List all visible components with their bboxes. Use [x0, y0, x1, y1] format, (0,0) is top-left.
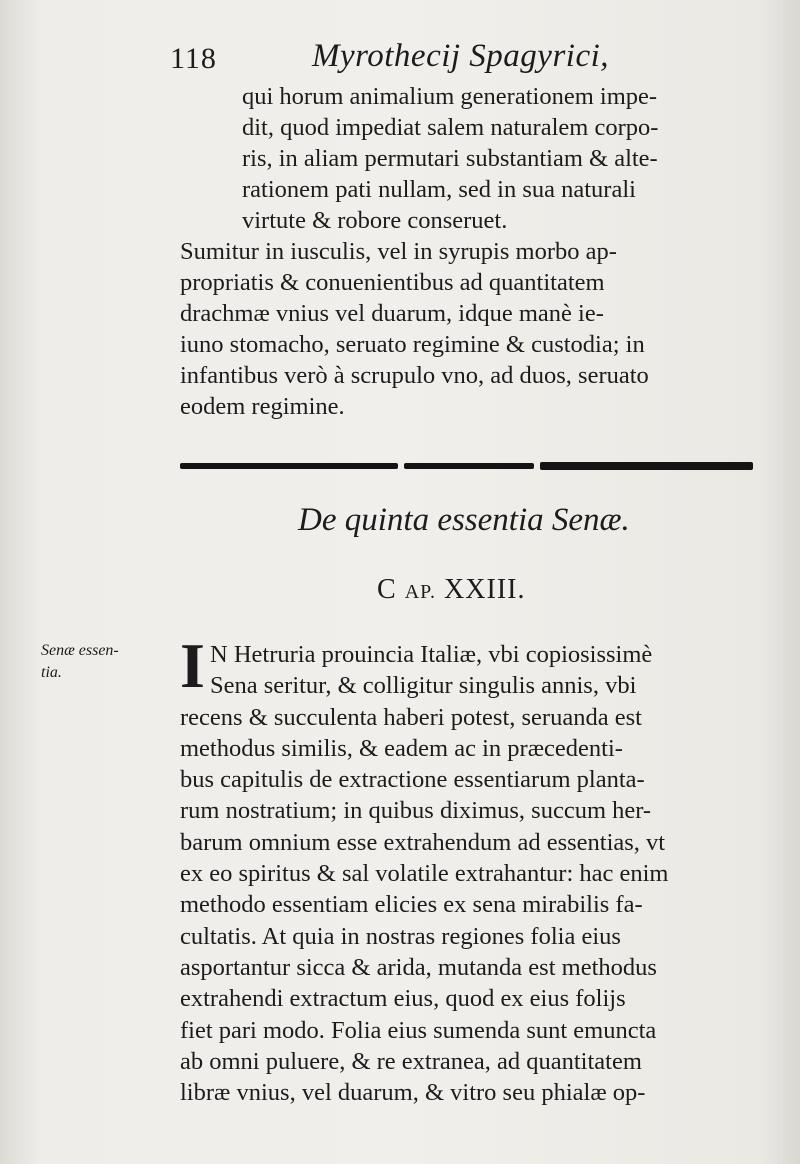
text-line: libræ vnius, vel duarum, & vitro seu phialæ op-	[180, 1079, 646, 1107]
divider-segment	[180, 463, 398, 469]
text-line: infantibus verò à scrupulo vno, ad duos, seruato	[180, 362, 649, 389]
paragraph-continued	[242, 81, 762, 236]
text-line: asportantur sicca & arida, mutanda est methodus	[180, 953, 657, 981]
margin-note	[41, 640, 171, 684]
text-line: barum omnium esse extrahendum ad essentias, vt	[180, 828, 666, 856]
text-line: rum nostratium; in quibus diximus, succum her-	[180, 797, 652, 825]
divider-segment	[540, 462, 753, 470]
text-line: Sena seritur, & colligitur singulis annis, vbi	[210, 672, 637, 700]
chapter-prefix: C	[377, 574, 397, 605]
text-line: bus capitulis de extractione essentiarum planta-	[180, 766, 645, 794]
text-line: extrahendi extractum eius, quod ex eius folijs	[180, 985, 626, 1013]
margin-note-line: Senæ essen-	[41, 642, 119, 659]
text-line: ab omni puluere, & re extranea, ad quantitatem	[180, 1047, 642, 1075]
text-line: drachmæ vnius vel duarum, idque manè ie-	[180, 300, 604, 327]
text-line: rationem pati nullam, sed in sua naturali	[242, 176, 636, 203]
text-line: qui horum animalium generationem impe-	[242, 83, 658, 110]
text-line: N Hetruria prouincia Italiæ, vbi copiosissimè	[210, 641, 653, 668]
chapter-body	[180, 639, 762, 1108]
paragraph-dosage	[180, 236, 762, 422]
text-line: cultatis. At quia in nostras regiones folia eius	[180, 922, 621, 950]
margin-note-line: tia.	[41, 664, 62, 681]
text-line: fiet pari modo. Folia eius sumenda sunt emuncta	[180, 1016, 657, 1044]
section-divider	[180, 461, 753, 470]
chapter-heading	[377, 574, 525, 606]
running-title: Myrothecij Spagyrici,	[312, 38, 610, 74]
text-line: recens & succulenta haberi potest, seruanda est	[180, 703, 642, 731]
text-line: virtute & robore conseruet.	[242, 207, 508, 234]
drop-cap: I	[180, 630, 205, 701]
chapter-smallcaps: AP.	[404, 581, 437, 603]
text-line: ex eo spiritus & sal volatile extrahantur: hac enim	[180, 860, 669, 888]
text-line: propriatis & conuenientibus ad quantitatem	[180, 269, 605, 296]
text-line: Sumitur in iusculis, vel in syrupis morbo ap-	[180, 238, 617, 265]
text-line: dit, quod impediat salem naturalem corpo-	[242, 114, 659, 141]
chapter-number: XXIII.	[444, 574, 526, 605]
text-line: iuno stomacho, seruato regimine & custodia; in	[180, 331, 645, 358]
text-line: eodem regimine.	[180, 393, 345, 420]
running-head	[170, 38, 640, 78]
section-title: De quinta essentia Senæ.	[298, 502, 630, 538]
text-line: methodus similis, & eadem ac in præcedenti-	[180, 734, 623, 762]
page-number: 118	[170, 42, 217, 75]
text-line: methodo essentiam elicies ex sena mirabilis fa-	[180, 891, 643, 919]
divider-segment	[404, 463, 534, 469]
text-line: ris, in aliam permutari substantiam & alte-	[242, 145, 658, 172]
